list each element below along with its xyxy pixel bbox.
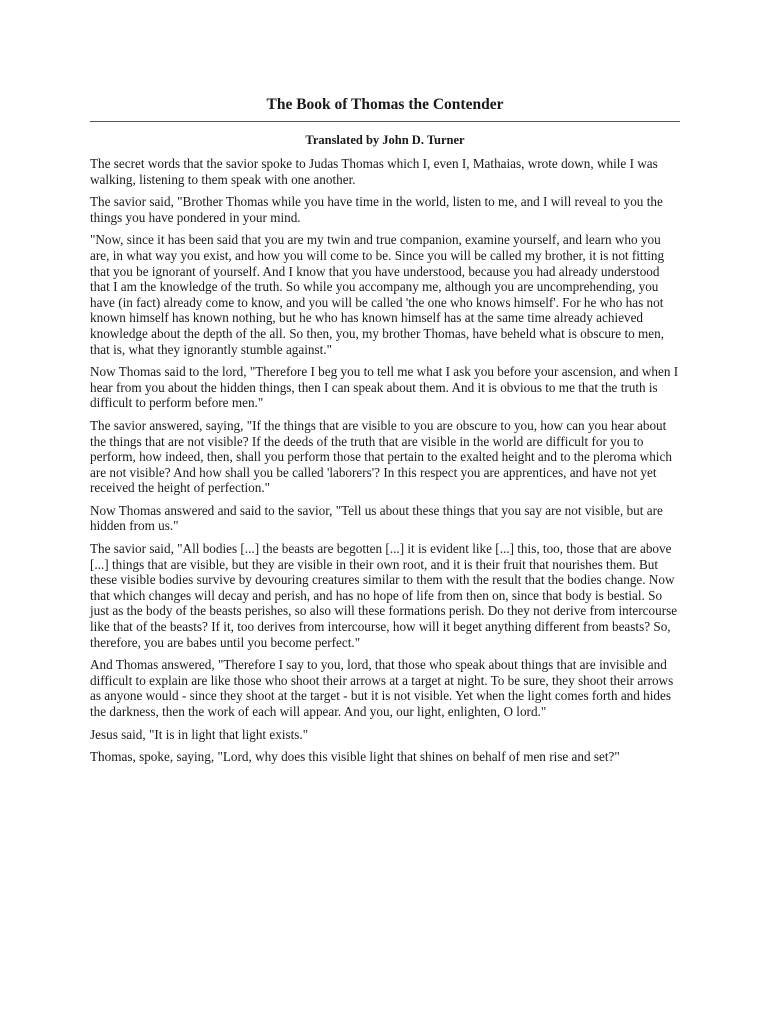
paragraph: Jesus said, "It is in light that light exists." [90, 726, 309, 742]
paragraph: The secret words that the savior spoke to Judas Thomas which I, even I, Mathaias, wrote down, while I was walking, listening to them speak with one another. [90, 156, 658, 187]
paragraph: Now Thomas answered and said to the savior, "Tell us about these things that you say are not visible, but are hidden from us." [90, 502, 663, 534]
paragraph: The savior said, "Brother Thomas while you have time in the world, listen to me, and I will reveal to you the things you have pondered in your mind. [90, 194, 663, 225]
title-divider [90, 121, 680, 122]
paragraph: Now Thomas said to the lord, "Therefore I beg you to tell me what I ask you before your ascension, and when I hear from you about the hidden things, then I can speak about them. And it is obvious to me that the truth is difficult to perform before men." [90, 364, 679, 411]
document-title: The Book of Thomas the Contender [266, 96, 504, 113]
paragraph: "Now, since it has been said that you are my twin and true companion, examine yourself, and learn who you are, in what way you exist, and how you will come to be. Since you will be called my brother, it is not fitting that you be ignorant of yourself. And I know that you have understood, because you had already understood that I am the knowledge of the truth. So while you accompany me, although you are uncomprehending, you have (in fact) already come to know, and you will be called 'the one who knows himself'. For he who has not known himself has known nothing, but he who has known himself has at the same time already achieved knowledge about the depth of the all. So then, you, my brother Thomas, have beheld what is obscure to men, that is, what they ignorantly stumble against." [90, 232, 665, 357]
paragraph: And Thomas answered, "Therefore I say to you, lord, that those who speak about things that are invisible and difficult to explain are like those who shoot their arrows at a target at night. To be sure, they shoot their arrows as anyone would - since they shoot at the target - but it is not visible. Yet when the light comes forth and hides the darkness, then the work of each will appear. And you, our light, enlighten, O lord." [90, 657, 674, 719]
paragraph: The savior answered, saying, "If the things that are visible to you are obscure to you, how can you hear about the things that are not visible? If the deeds of the truth that are visible in the world are difficult for you to perform, how indeed, then, shall you perform those that pertain to the exalted height and to the pleroma which are not visible? And how shall you be called 'laborers'? In this respect you are apprentices, and have not yet received the height of perfection." [90, 417, 672, 496]
paragraph: Thomas, spoke, saying, "Lord, why does this visible light that shines on behalf of men rise and set?" [90, 749, 620, 765]
document-subtitle: Translated by John D. Turner [305, 133, 465, 147]
paragraph: The savior said, "All bodies [...] the beasts are begotten [...] it is evident like [...] this, too, those that are above [...] things that are visible, but they are visible in their own root, and it is their fruit that nourishes them. But these visible bodies survive by devouring creatures similar to them with the result that the bodies change. Now that which changes will decay and perish, and has no hope of life from then on, since that body is bestial. So just as the body of the beasts perishes, so also will these formations perish. Do they not derive from intercourse like that of the beasts? If it, too derives from intercourse, how will it beget anything different from beasts? So, therefore, you are babes until you become perfect." [90, 541, 678, 650]
document-page [90, 94, 680, 772]
